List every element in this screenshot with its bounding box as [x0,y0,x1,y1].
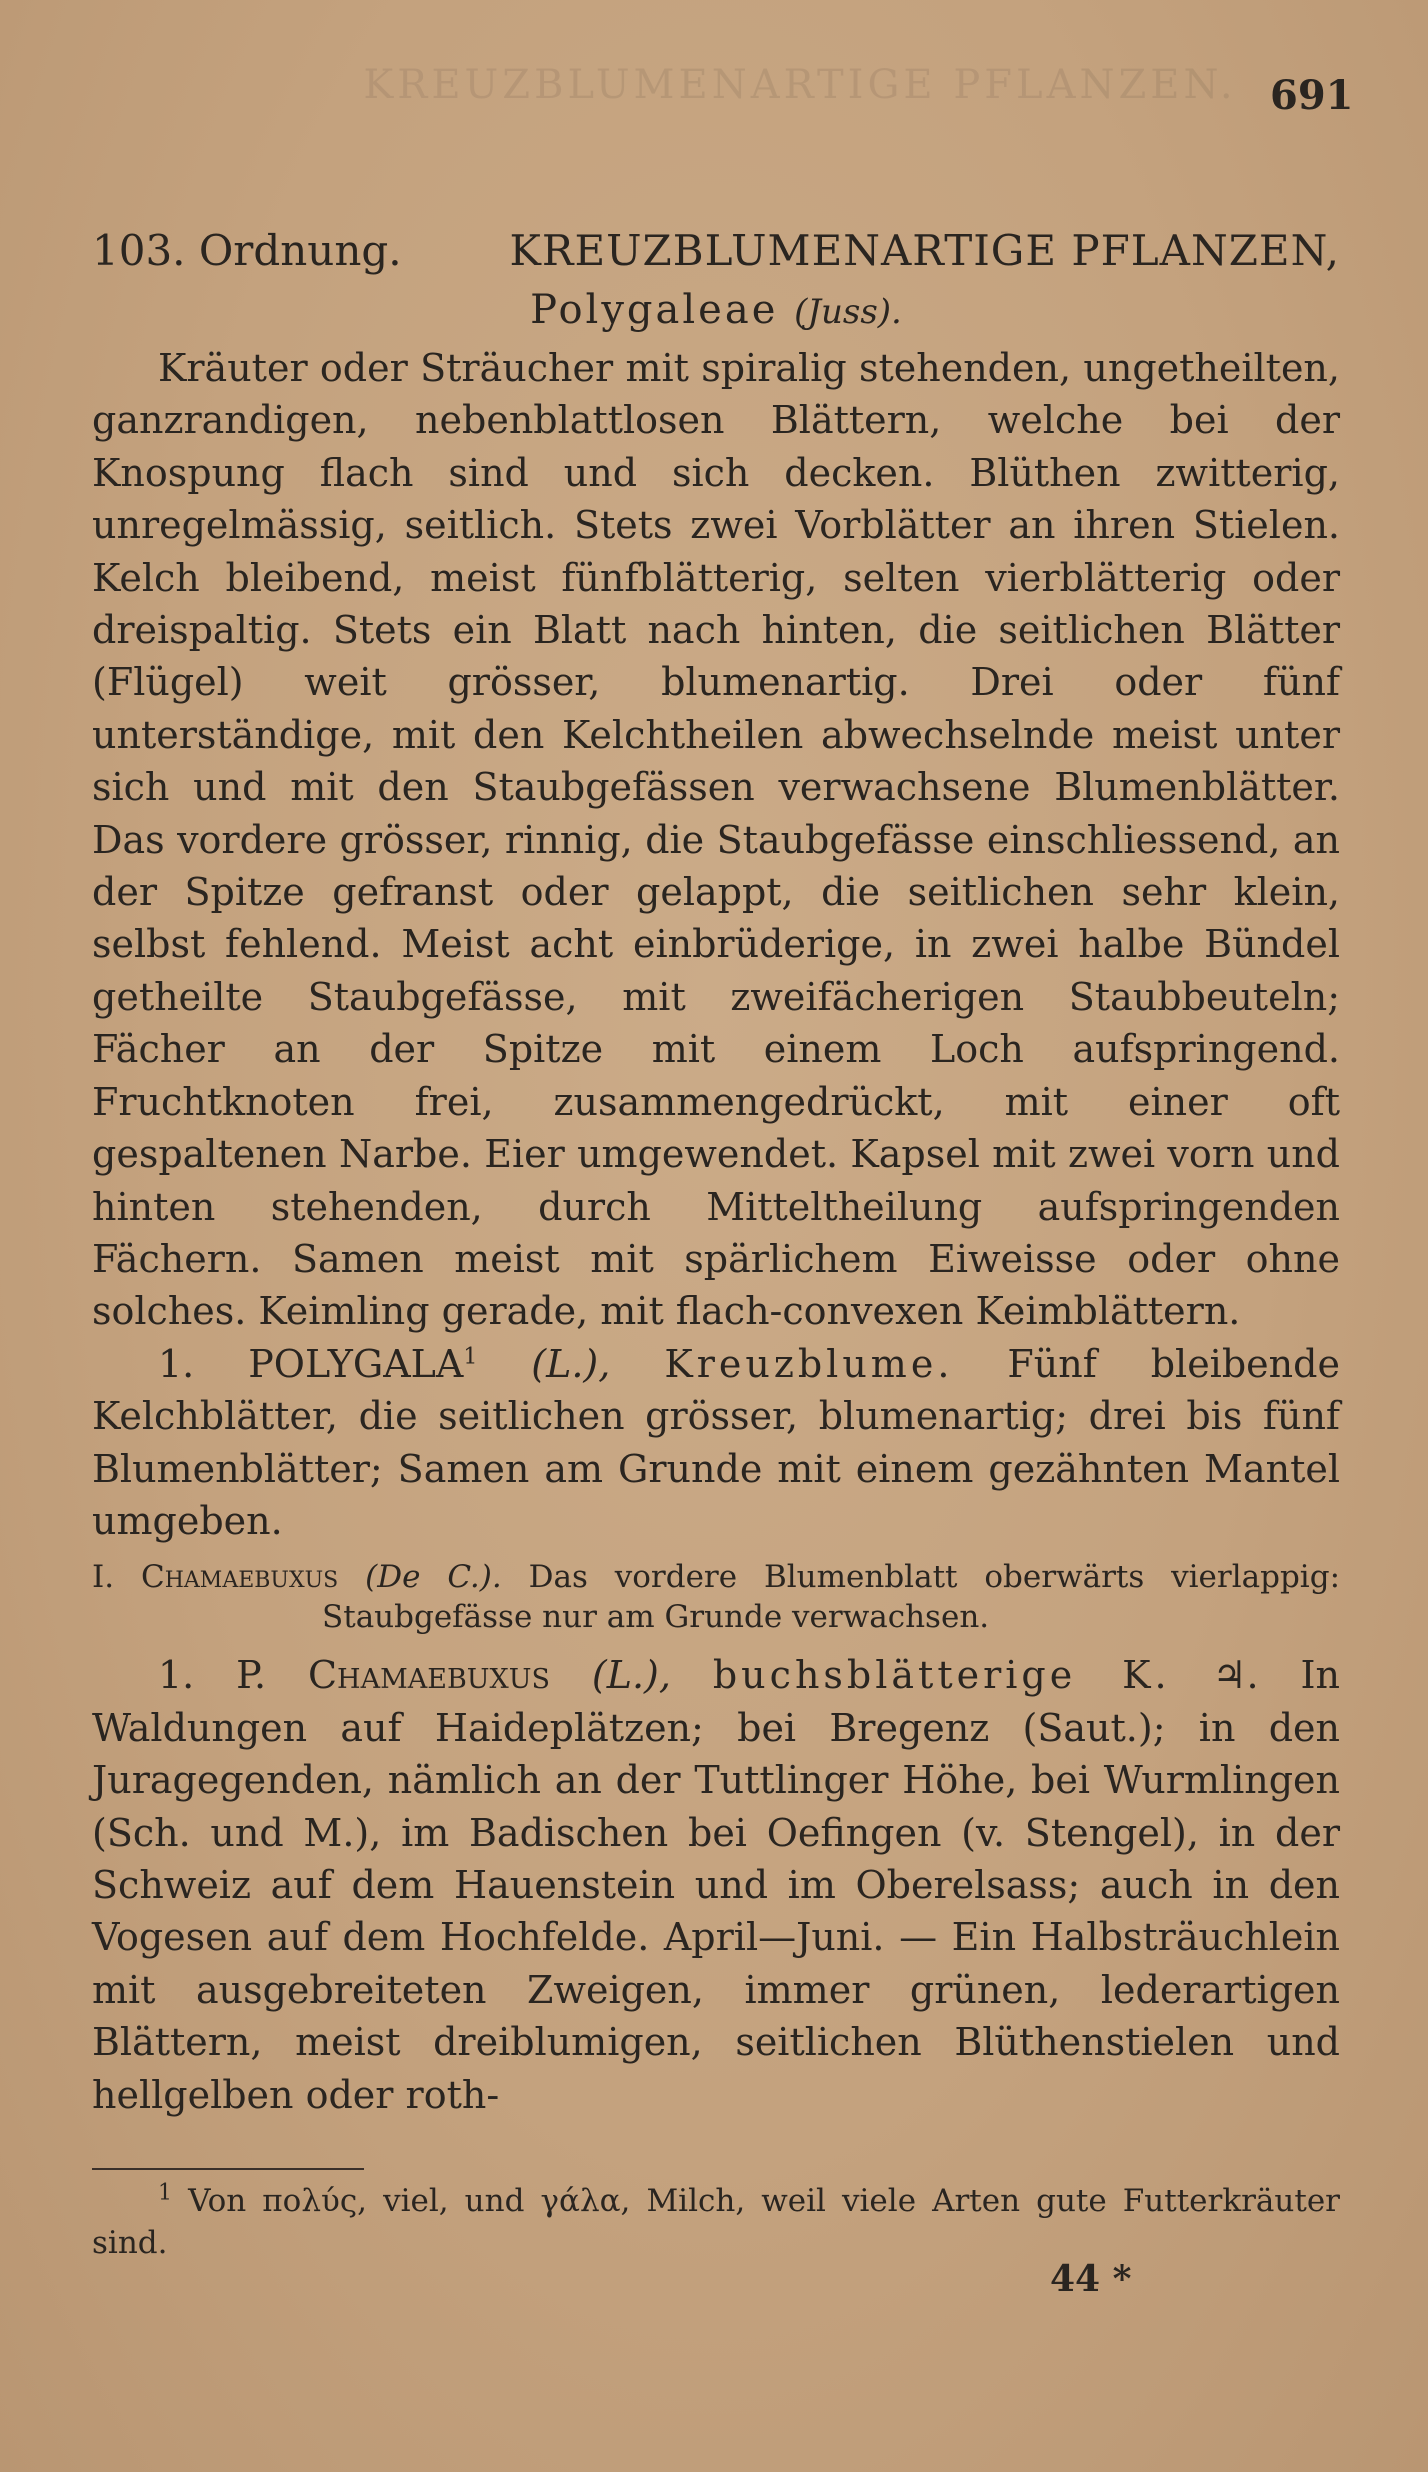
species-name: P. Chamaebuxus [236,1653,551,1698]
section-authority: (De C.). [365,1559,502,1596]
order-subtitle [92,280,1340,342]
order-title: KREUZBLUMENARTIGE PFLANZEN, [509,226,1340,275]
order-heading [92,222,1340,280]
genus-number: 1. [158,1341,195,1386]
signature-mark: 44 * [1050,2258,1132,2300]
footnote-reference: 1 [463,1344,478,1370]
species-common-name: buchsblätterige K. [712,1653,1171,1698]
order-authority: (Juss). [794,292,902,332]
species-number: 1. [158,1653,195,1698]
page-number: 691 [1270,72,1354,119]
footnote-rule [92,2168,364,2170]
species-life-form: ♃. [1212,1653,1259,1698]
genus-authority: (L.), [531,1341,611,1386]
genus-name: POLYGALA [248,1341,464,1386]
order-latin-name: Polygaleae [530,287,779,333]
genus-common-name: Kreuzblume. [664,1341,954,1386]
order-number: 103. Ordnung. [92,226,402,275]
section-name: Chamaebuxus [141,1559,339,1596]
genus-entry [92,1338,1340,1548]
footnote-text: Von πολύς, viel, und γάλα, Milch, weil viele Arten gute Futterkräuter sind. [92,2183,1341,2261]
section-number: I. [92,1559,115,1596]
section-text: Das vordere Blumenblatt oberwärts vierlappig: Staubgefässe nur am Grunde verwachsen. [322,1559,1341,1636]
section-entry [92,1557,1340,1637]
footnote [92,2180,1340,2264]
running-head: KREUZBLUMENARTIGE PFLANZEN. [363,62,1237,108]
species-entry [92,1649,1340,2121]
species-text: In Waldungen auf Haideplätzen; bei Bregenz (Saut.); in den Juragegenden, nämlich an der Tuttlinger Höhe, bei Wurmlingen (Sch. und M.), im Badischen bei Oefingen (v. Stengel), in der Schweiz auf dem Hauenstein und im Oberelsass; auch in den Vogesen auf dem Hochfelde. April—Juni. — Ein Halbsträuchlein mit ausgebreiteten Zweigen, immer grünen, lederartigen Blättern, meist dreiblumigen, seitlichen Blüthenstielen und hellgelben oder roth- [92,1653,1340,2117]
genus-text: Fünf bleibende Kelchblätter, die seitlichen grösser, blumenartig; drei bis fünf Blumenblätter; Samen am Grunde mit einem gezähnten Mantel umgeben. [92,1341,1340,1543]
body-text [92,222,1340,2121]
species-authority: (L.), [591,1653,671,1698]
order-description: Kräuter oder Sträucher mit spiralig stehenden, ungetheilten, ganzrandigen, nebenblattlosen Blättern, welche bei der Knospung flach sind und sich decken. Blüthen zwitterig, unregelmässig, seitlich. Stets zwei Vorblätter an ihren Stielen. Kelch bleibend, meist fünfblätterig, selten vierblätterig oder dreispaltig. Stets ein Blatt nach hinten, die seitlichen Blätter (Flügel) weit grösser, blumenartig. Drei oder fünf unterständige, mit den Kelchtheilen abwechselnde meist unter sich und mit den Staubgefässen verwachsene Blumenblätter. Das vordere grösser, rinnig, die Staubgefässe einschliessend, an der Spitze gefranst oder gelappt, die seitlichen sehr klein, selbst fehlend. Meist acht einbrüderige, in zwei halbe Bündel getheilte Staubgefässe, mit zweifächerigen Staubbeuteln; Fächer an der Spitze mit einem Loch aufspringend. Fruchtknoten frei, zusammengedrückt, mit einer oft gespaltenen Narbe. Eier umgewendet. Kapsel mit zwei vorn und hinten stehenden, durch Mitteltheilung aufspringenden Fächern. Samen meist mit spärlichem Eiweisse oder ohne solches. Keimling gerade, mit flach-convexen Keimblättern. [92,346,1340,1334]
footnote-marker: 1 [158,2180,172,2206]
